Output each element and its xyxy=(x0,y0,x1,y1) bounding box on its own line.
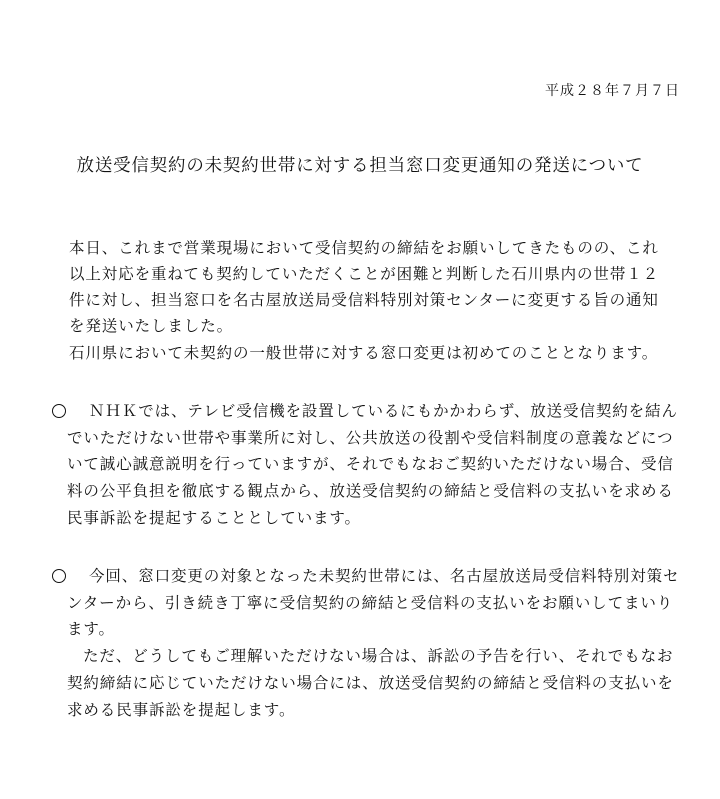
circle-bullet-icon xyxy=(52,569,66,583)
intro-line: 以上対応を重ねても契約していただくことが困難と判断した石川県内の世帯１２ xyxy=(69,265,660,283)
bullet-1-line: いて誠心誠意説明を行っていますが、それでもなおご契約いただけない場合、受信 xyxy=(67,455,674,473)
bullet-1-line: 民事訴訟を提起することとしています。 xyxy=(67,509,361,527)
bullet-2-line: ンターから、引き続き丁寧に受信契約の締結と受信料の支払いをお願いしてまいり xyxy=(67,594,674,612)
circle-bullet-icon xyxy=(52,404,66,418)
bullet-1-line: 料の公平負担を徹底する観点から、放送受信契約の締結と受信料の支払いを求める xyxy=(67,482,674,500)
intro-line: 件に対し、担当窓口を名古屋放送局受信料特別対策センターに変更する旨の通知 xyxy=(69,291,659,309)
bullet-1-line: でいただけない世帯や事業所に対し、公共放送の役割や受信料制度の意義などにつ xyxy=(67,429,674,447)
intro-line: 本日、これまで営業現場において受信契約の締結をお願いしてきたものの、これ xyxy=(69,239,659,257)
document-title: 放送受信契約の未契約世帯に対する担当窓口変更通知の発送について xyxy=(76,156,644,176)
intro-line: を発送いたしました。 xyxy=(69,317,234,335)
bullet-2-line: 求める民事訴訟を提起します。 xyxy=(67,701,296,719)
bullet-2-line: ただ、どうしてもご理解いただけない場合は、訴訟の予告を行い、それでもなお xyxy=(83,647,674,665)
bullet-2-line: 今回、窓口変更の対象となった未契約世帯には、名古屋放送局受信料特別対策セ xyxy=(89,567,680,585)
bullet-2-line: ます。 xyxy=(67,620,115,638)
intro-line: 石川県において未契約の一般世帯に対する窓口変更は初めてのこととなります。 xyxy=(69,344,659,362)
document-date: 平成２８年７月７日 xyxy=(545,83,680,99)
bullet-1-line: ＮＨＫでは、テレビ受信機を設置しているにもかかわらず、放送受信契約を結ん xyxy=(89,402,678,420)
bullet-2-line: 契約締結に応じていただけない場合には、放送受信契約の締結と受信料の支払いを xyxy=(67,674,674,692)
